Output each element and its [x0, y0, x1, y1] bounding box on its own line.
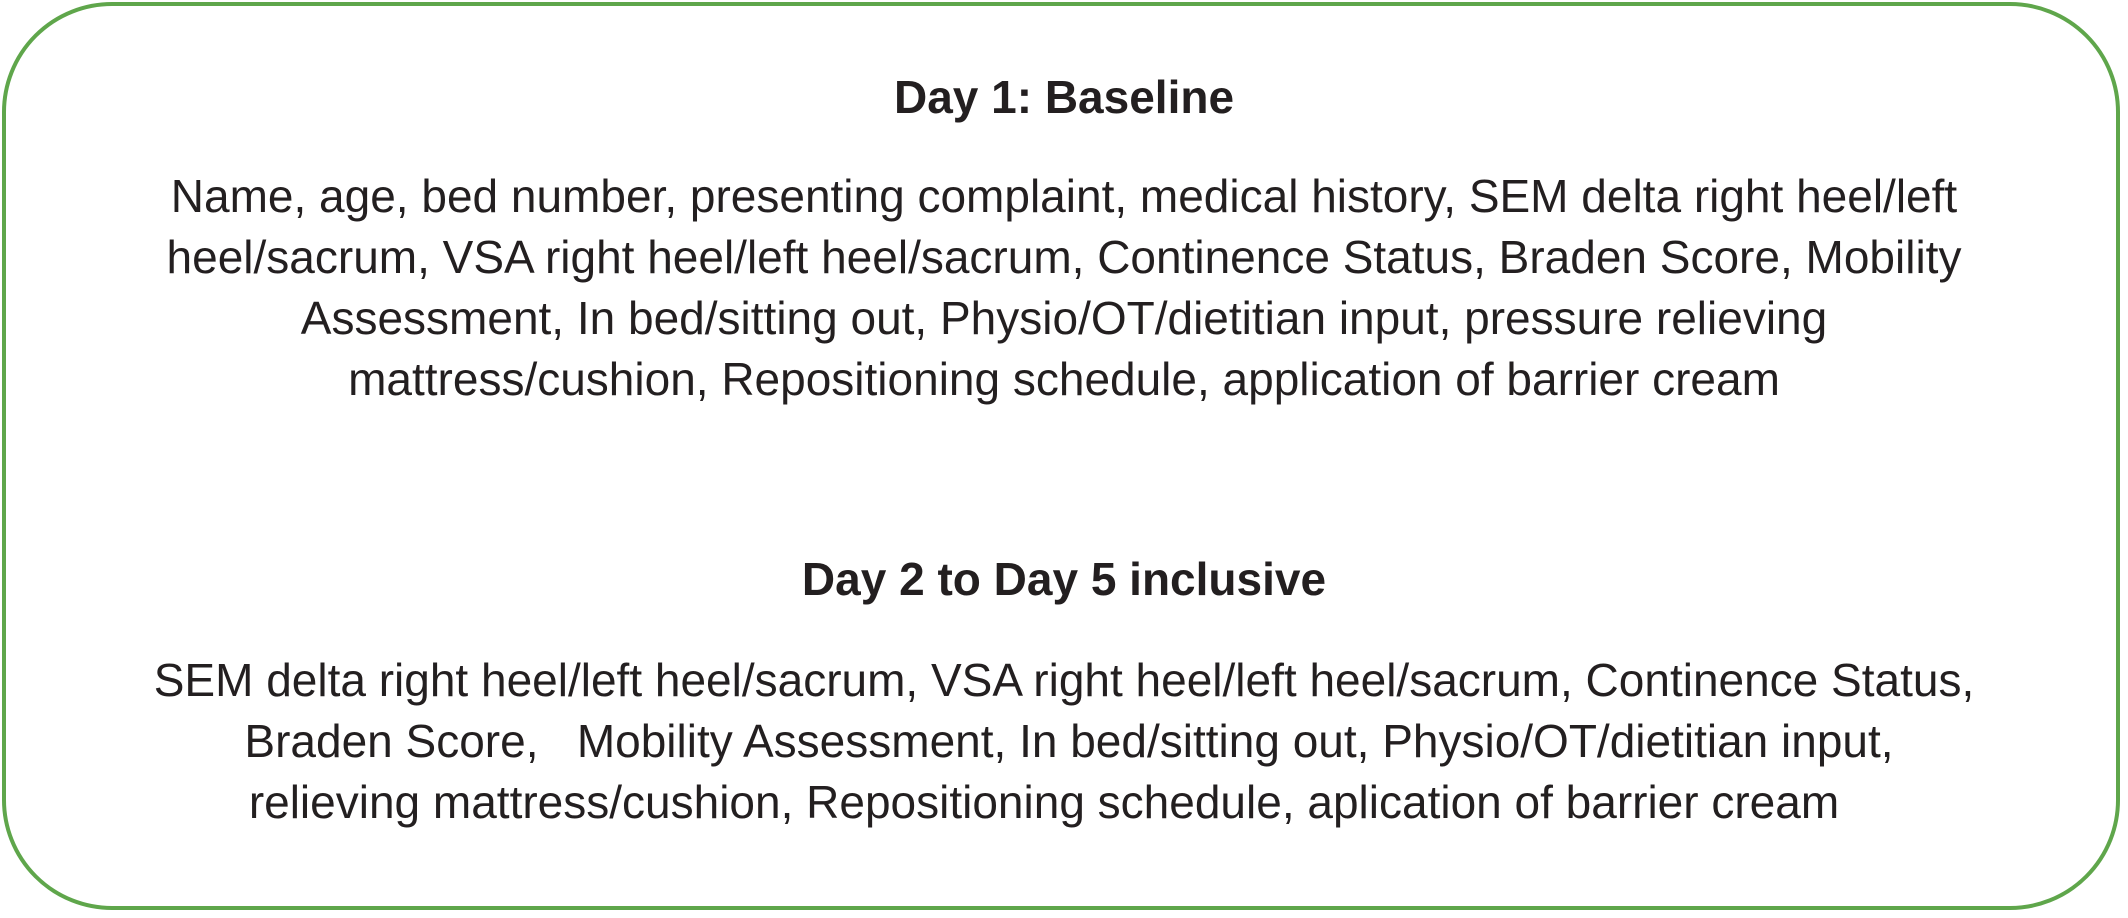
body-line: heel/sacrum, VSA right heel/left heel/sacrum, Continence Status, Braden Score, Mobility	[166, 231, 1962, 283]
body-line: Braden Score, Mobility Assessment, In bed/sitting out, Physio/OT/dietitian input,	[244, 715, 1894, 767]
body-line: relieving mattress/cushion, Repositioning schedule, aplication of barrier cream	[248, 776, 1840, 828]
body-line: Assessment, In bed/sitting out, Physio/OT/dietitian input, pressure relieving	[300, 292, 1828, 344]
body-line: SEM delta right heel/left heel/sacrum, VSA right heel/left heel/sacrum, Continence Status,	[153, 654, 1975, 706]
section-body-day-2-to-5	[60, 650, 2068, 833]
body-line: mattress/cushion, Repositioning schedule, application of barrier cream	[348, 353, 1780, 405]
body-line: Name, age, bed number, presenting complaint, medical history, SEM delta right heel/left	[170, 170, 1958, 222]
section-body-day-1	[60, 166, 2068, 410]
section-title-day-2-to-5: Day 2 to Day 5 inclusive	[801, 553, 1327, 605]
section-title-day-1: Day 1: Baseline	[893, 71, 1235, 123]
